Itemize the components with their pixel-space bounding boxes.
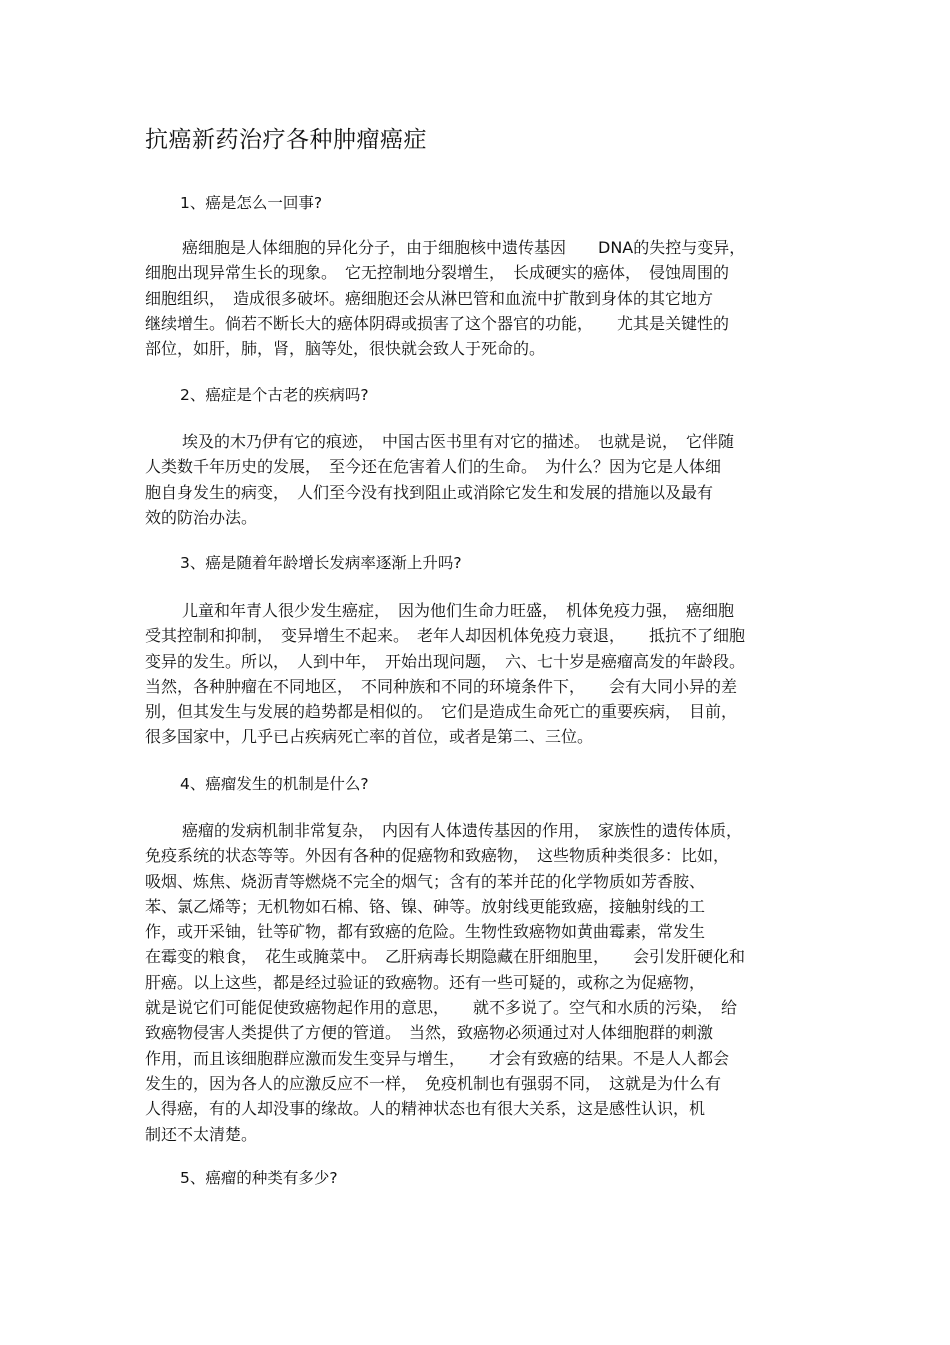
paragraph-line: 胞自身发生的病变， 人们至今没有找到阻止或消除它发生和发展的措施以及最有 (145, 482, 714, 502)
paragraph-line: 就是说它们可能促使致癌物起作用的意思， 就不多说了。空气和水质的污染， 给 (145, 998, 738, 1018)
paragraph-line: 很多国家中，几乎已占疾病死亡率的首位，或者是第二、三位。 (145, 727, 594, 747)
paragraph-line: 作，或开采铀，钍等矿物，都有致癌的危险。生物性致癌物如黄曲霉素，常发生 (145, 922, 706, 942)
paragraph-line: 癌细胞是人体细胞的异化分子，由于细胞核中遗传基因 DNA的失控与变异， (182, 238, 746, 257)
paragraph-line: 当然，各种肿瘤在不同地区， 不同种族和不同的环境条件下， 会有大同小异的差 (145, 676, 738, 696)
document-title: 抗癌新药治疗各种肿瘤癌症 (145, 127, 427, 153)
paragraph-line: 作用，而且该细胞群应激而发生变异与增生， 才会有致癌的结果。不是人人都会 (145, 1048, 730, 1068)
paragraph-line: 埃及的木乃伊有它的痕迹， 中国古医书里有对它的描述。 也就是说， 它伴随 (182, 432, 735, 451)
paragraph-line: 继续增生。倘若不断长大的癌体阴碍或损害了这个器官的功能， 尤其是关键性的 (145, 313, 730, 333)
paragraph-line: 人得癌，有的人却没事的缘故。人的精神状态也有很大关系，这是感性认识，机 (145, 1099, 706, 1119)
paragraph-line: 苯、氯乙烯等；无机物如石棉、铬、镍、砷等。放射线更能致癌，接触射线的工 (145, 896, 706, 916)
paragraph-line: 人类数千年历史的发展， 至今还在危害着人们的生命。 为什么？因为它是人体细 (145, 457, 722, 477)
section-4-paragraph (145, 818, 815, 1147)
paragraph-line: 儿童和年青人很少发生癌症， 因为他们生命力旺盛， 机体免疫力强， 癌细胞 (182, 601, 735, 620)
section-4-question: 4、癌瘤发生的机制是什么? (180, 775, 369, 793)
paragraph-line: 部位，如肝，肺，肾，脑等处，很快就会致人于死命的。 (145, 339, 546, 359)
paragraph-line: 肝癌。以上这些，都是经过验证的致癌物。还有一些可疑的，或称之为促癌物， (145, 972, 706, 992)
section-2-question: 2、癌症是个古老的疾病吗? (180, 386, 369, 404)
paragraph-line: 癌瘤的发病机制非常复杂， 内因有人体遗传基因的作用， 家族性的遗传体质， (182, 821, 743, 840)
paragraph-line: 细胞出现异常生长的现象。 它无控制地分裂增生， 长成硬实的癌体， 侵蚀周围的 (145, 263, 730, 283)
section-1-question: 1、癌是怎么一回事? (180, 194, 323, 212)
section-2-paragraph (145, 429, 815, 530)
paragraph-line: 受其控制和抑制， 变异增生不起来。 老年人却因机体免疫力衰退， 抵抗不了细胞 (145, 626, 746, 646)
section-1-paragraph (145, 235, 815, 361)
paragraph-line: 免疫系统的状态等等。外因有各种的促癌物和致癌物， 这些物质种类很多：比如， (145, 846, 730, 866)
section-3-question: 3、癌是随着年龄增长发病率逐渐上升吗? (180, 554, 462, 572)
paragraph-line: 制还不太清楚。 (145, 1124, 258, 1144)
paragraph-line: 在霉变的粮食， 花生或腌菜中。 乙肝病毒长期隐藏在肝细胞里， 会引发肝硬化和 (145, 947, 746, 967)
paragraph-line: 别，但其发生与发展的趋势都是相似的。 它们是造成生命死亡的重要疾病， 目前， (145, 702, 738, 722)
section-3-paragraph (145, 598, 815, 750)
paragraph-line: 变异的发生。所以， 人到中年， 开始出现问题， 六、七十岁是癌瘤高发的年龄段。 (145, 651, 746, 671)
paragraph-line: 发生的，因为各人的应激反应不一样， 免疫机制也有强弱不同， 这就是为什么有 (145, 1073, 722, 1093)
paragraph-line: 效的防治办法。 (145, 507, 258, 527)
paragraph-line: 细胞组织， 造成很多破坏。癌细胞还会从淋巴管和血流中扩散到身体的其它地方 (145, 288, 714, 308)
section-5-question: 5、癌瘤的种类有多少? (180, 1169, 338, 1187)
paragraph-line: 致癌物侵害人类提供了方便的管道。 当然，致癌物必须通过对人体细胞群的刺激 (145, 1023, 714, 1043)
paragraph-line: 吸烟、炼焦、烧沥青等燃烧不完全的烟气；含有的苯并芘的化学物质如芳香胺、 (145, 871, 706, 891)
